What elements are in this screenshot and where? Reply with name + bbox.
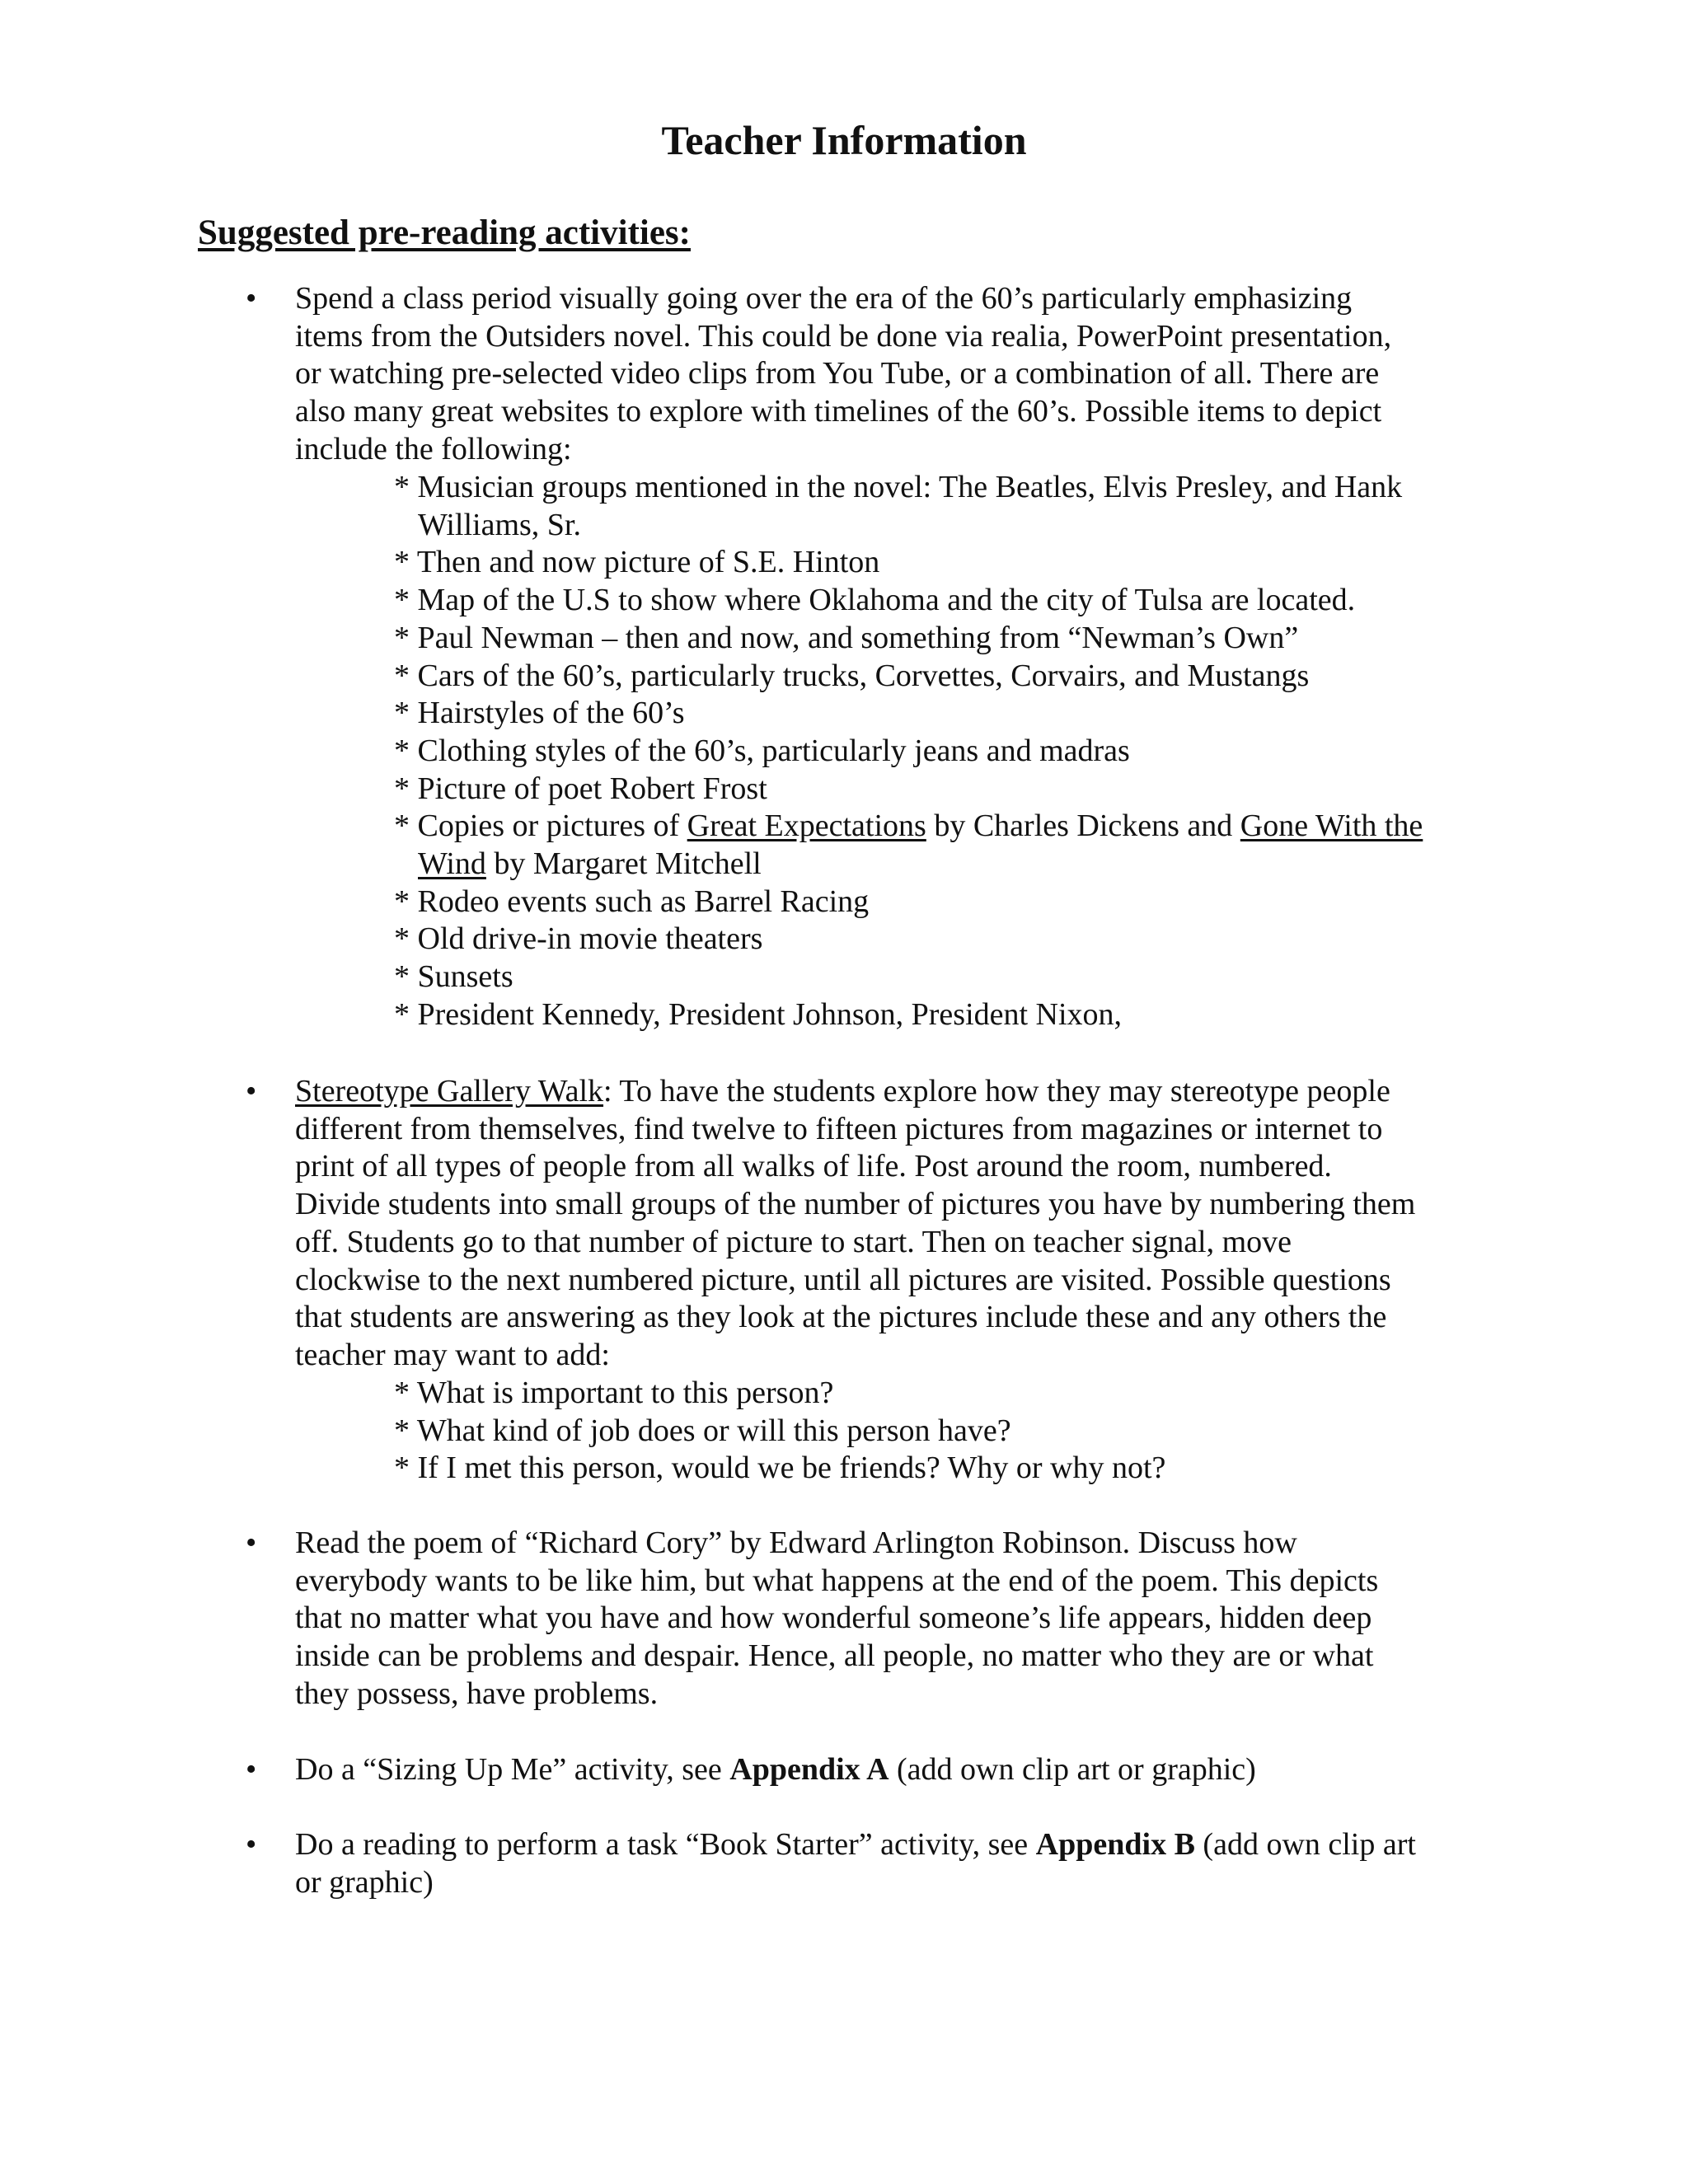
text-line: [295, 1751, 1482, 1789]
text-segment: Do a reading to perform a task “Book Starter” activity, see: [295, 1827, 1036, 1862]
bullet-4-text: [295, 1751, 1482, 1789]
sub-item: * Musician groups mentioned in the novel: The Beatles, Elvis Presley, and Hank: [394, 470, 1403, 504]
book-title: Gone With the: [1240, 808, 1423, 844]
question-item: * What kind of job does or will this person have?: [394, 1413, 1011, 1448]
sub-item: * Old drive-in movie theaters: [394, 921, 763, 957]
bullet-5: •: [246, 1827, 257, 1862]
bullet-5-text: [295, 1826, 1482, 1901]
appendix-reference: Appendix A: [729, 1752, 889, 1787]
sub-item: * Then and now picture of S.E. Hinton: [394, 545, 880, 580]
sub-item: * Clothing styles of the 60’s, particularly jeans and madras: [394, 733, 1130, 768]
text-segment: (add own clip art: [1194, 1827, 1416, 1862]
bullet-3-text: [295, 1525, 1482, 1713]
sub-item: * Map of the U.S to show where Oklahoma and the city of Tulsa are located.: [394, 583, 1356, 618]
text-line: clockwise to the next numbered picture, until all pictures are visited. Possible questions: [295, 1262, 1391, 1297]
bullet-4: •: [246, 1752, 257, 1787]
sub-item: * Rodeo events such as Barrel Racing: [394, 883, 870, 919]
sub-item: * Hairstyles of the 60’s: [394, 696, 685, 731]
text-line: that students are answering as they look at the pictures include these and any others the: [295, 1300, 1387, 1335]
sub-item-text: by Margaret Mitchell: [485, 846, 762, 882]
text-line: Spend a class period visually going over the era of the 60’s particularly emphasizing: [295, 281, 1353, 316]
text-line: items from the Outsiders novel. This could be done via realia, PowerPoint presentation,: [295, 318, 1392, 354]
bullet-1: •: [246, 281, 257, 316]
text-line: also many great websites to explore with timelines of the 60’s. Possible items to depict: [295, 394, 1382, 429]
sub-item-text: by Charles Dickens and: [926, 808, 1240, 844]
text-line: Divide students into small groups of the number of pictures you have by numbering them: [295, 1187, 1416, 1222]
bullet-3: •: [246, 1526, 257, 1560]
sub-item: * Paul Newman – then and now, and something from “Newman’s Own”: [394, 620, 1299, 655]
appendix-reference: Appendix B: [1035, 1827, 1195, 1862]
page-title: Teacher Information: [661, 117, 1027, 163]
sub-item-text: * Copies or pictures of: [394, 808, 687, 844]
text-line: or watching pre-selected video clips from You Tube, or a combination of all. There are: [295, 356, 1380, 391]
text-line: include the following:: [295, 431, 572, 466]
text-line: off. Students go to that number of picture to start. Then on teacher signal, move: [295, 1224, 1292, 1259]
bullet-2-text: [295, 1073, 1482, 1375]
section-heading: Suggested pre-reading activities:: [198, 213, 691, 252]
bullet-2-questions: [394, 1375, 1165, 1488]
text-line: [295, 1073, 1482, 1111]
book-title: Great Expectations: [687, 808, 926, 844]
text-line: [295, 1826, 1482, 1864]
text-line-rest: : To have the students explore how they may stereotype people: [603, 1074, 1390, 1108]
activity-label: Stereotype Gallery Walk: [295, 1074, 604, 1108]
text-line: print of all types of people from all walks of life. Post around the room, numbered.: [295, 1149, 1332, 1184]
text-line: inside can be problems and despair. Hence, all people, no matter who they are or what: [295, 1638, 1374, 1674]
sub-item: [394, 808, 1423, 846]
book-title: Wind: [418, 846, 486, 882]
text-segment: (add own clip art or graphic): [889, 1752, 1256, 1787]
text-line: Read the poem of “Richard Cory” by Edward Arlington Robinson. Discuss how: [295, 1526, 1297, 1560]
question-item: * What is important to this person?: [394, 1376, 834, 1410]
sub-item: * President Kennedy, President Johnson, President Nixon,: [394, 996, 1123, 1032]
text-line: or graphic): [295, 1864, 434, 1900]
bullet-1-text: [295, 280, 1482, 469]
sub-item-continued: [394, 846, 1423, 883]
text-line: different from themselves, find twelve to fifteen pictures from magazines or internet to: [295, 1111, 1383, 1146]
text-line: they possess, have problems.: [295, 1675, 659, 1711]
bullet-1-sublist: [394, 469, 1423, 1034]
text-line: everybody wants to be like him, but what happens at the end of the poem. This depicts: [295, 1563, 1379, 1598]
sub-item: * Cars of the 60’s, particularly trucks, Corvettes, Corvairs, and Mustangs: [394, 658, 1310, 693]
text-line: that no matter what you have and how wonderful someone’s life appears, hidden deep: [295, 1601, 1372, 1636]
text-line: teacher may want to add:: [295, 1337, 610, 1372]
sub-item: * Sunsets: [394, 959, 513, 995]
sub-item: * Picture of poet Robert Frost: [394, 771, 767, 806]
question-item: * If I met this person, would we be friends? Why or why not?: [394, 1451, 1166, 1486]
sub-item-continued: Williams, Sr.: [418, 507, 581, 542]
bullet-2: •: [246, 1074, 257, 1108]
text-segment: Do a “Sizing Up Me” activity, see: [295, 1752, 730, 1787]
